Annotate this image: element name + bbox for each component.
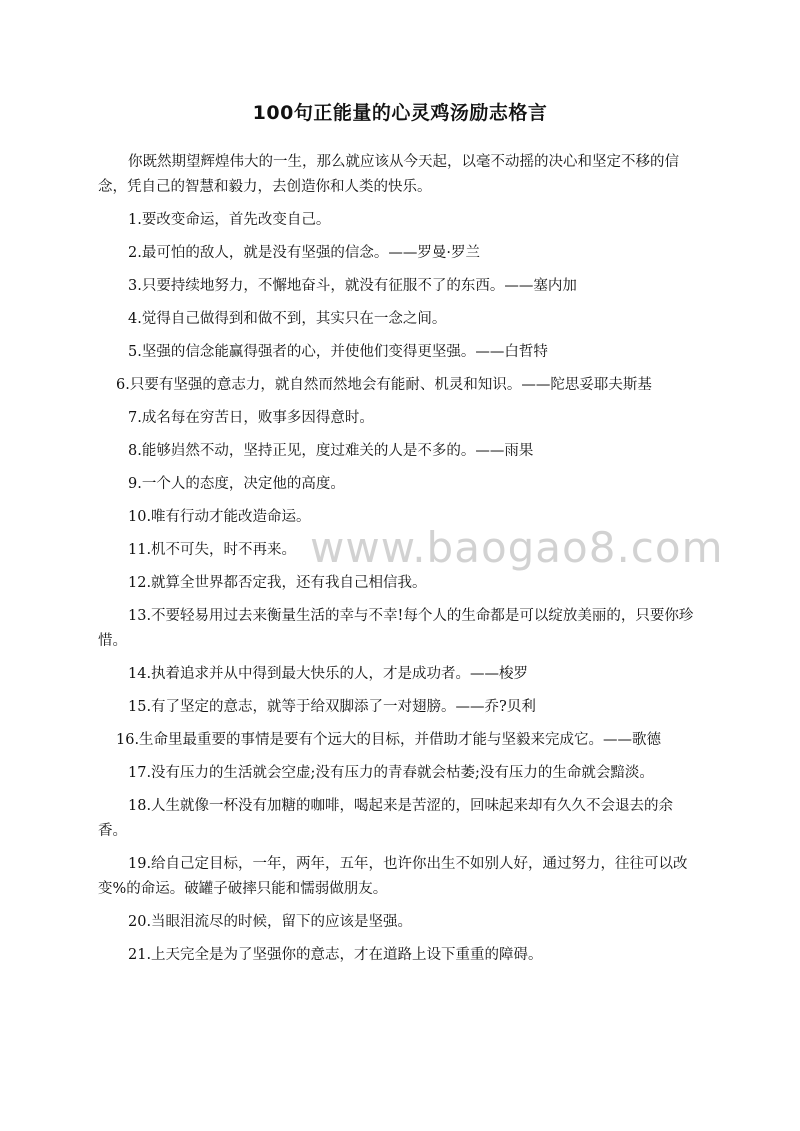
quote-item: 18.人生就像一杯没有加糖的咖啡，喝起来是苦涩的，回味起来却有久久不会退去的余香。 <box>98 798 674 839</box>
quote-item: 16.生命里最重要的事情是要有个远大的目标，并借助才能与坚毅来完成它。——歌德 <box>116 732 662 748</box>
quote-item: 15.有了坚定的意志，就等于给双脚添了一对翅膀。——乔?贝利 <box>128 699 536 715</box>
quote-item: 8.能够岿然不动，坚持正见，度过难关的人是不多的。——雨果 <box>128 443 534 459</box>
quote-item: 6.只要有坚强的意志力，就自然而然地会有能耐、机灵和知识。——陀思妥耶夫斯基 <box>116 377 652 393</box>
quote-item: 2.最可怕的敌人，就是没有坚强的信念。——罗曼·罗兰 <box>128 245 480 261</box>
quote-item: 1.要改变命运，首先改变自己。 <box>128 212 331 228</box>
quote-item: 20.当眼泪流尽的时候，留下的应该是坚强。 <box>128 914 413 930</box>
document-title: 100句正能量的心灵鸡汤励志格言 <box>252 102 548 124</box>
quote-item: 10.唯有行动才能改造命运。 <box>128 509 311 525</box>
quote-item: 9.一个人的态度，决定他的高度。 <box>128 476 345 492</box>
quote-item: 17.没有压力的生活就会空虚;没有压力的青春就会枯萎;没有压力的生命就会黯淡。 <box>128 765 654 781</box>
watermark: www.baogao8.com <box>310 523 724 572</box>
quote-item: 19.给自己定目标，一年，两年，五年，也许你出生不如别人好，通过努力，往往可以改变%的命运。破罐子破摔只能和懦弱做朋友。 <box>98 856 688 897</box>
quote-item: 14.执着追求并从中得到最大快乐的人，才是成功者。——梭罗 <box>128 666 529 682</box>
quote-item: 12.就算全世界都否定我，还有我自己相信我。 <box>128 575 427 591</box>
quote-item: 5.坚强的信念能赢得强者的心，并使他们变得更坚强。——白哲特 <box>128 344 548 360</box>
quote-item: 7.成名每在穷苦日，败事多因得意时。 <box>128 410 374 426</box>
quote-item: 4.觉得自己做得到和做不到，其实只在一念之间。 <box>128 311 447 327</box>
intro-paragraph: 你既然期望辉煌伟大的一生，那么就应该从今天起，以毫不动摇的决心和坚定不移的信念，凭自己的智慧和毅力，去创造你和人类的快乐。 <box>98 154 679 195</box>
document-body <box>98 150 702 976</box>
quote-item: 3.只要持续地努力，不懈地奋斗，就没有征服不了的东西。——塞内加 <box>128 278 577 294</box>
quote-item: 13.不要轻易用过去来衡量生活的幸与不幸!每个人的生命都是可以绽放美丽的，只要你珍惜。 <box>98 608 694 649</box>
quote-item: 21.上天完全是为了坚强你的意志，才在道路上设下重重的障碍。 <box>128 947 543 963</box>
quote-item: 11.机不可失，时不再来。 <box>128 542 297 558</box>
